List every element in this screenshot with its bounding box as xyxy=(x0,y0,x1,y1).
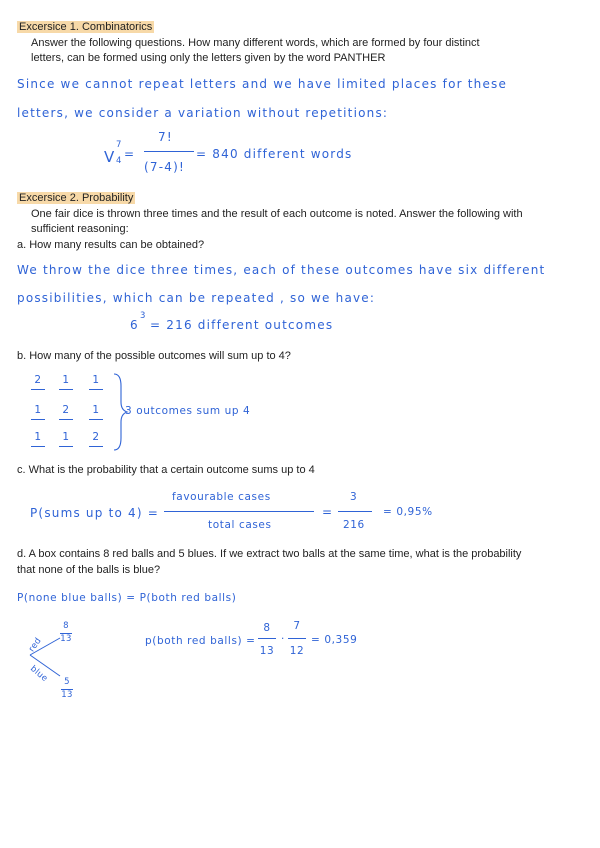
ex2c-num-value: 3 xyxy=(350,491,358,503)
ex2a-answer-line2: possibilities, which can be repeated , so we have: xyxy=(17,291,376,305)
ex2c-numerator: favourable cases xyxy=(172,491,271,503)
ex1-heading xyxy=(17,20,154,35)
ex2b-question: b. How many of the possible outcomes will sum up to 4? xyxy=(17,350,291,362)
ex1-formula-eq: = xyxy=(124,147,136,161)
underline xyxy=(89,419,103,420)
ex2-intro-line2: sufficient reasoning: xyxy=(31,223,129,235)
outcome-2-die-2: 2 xyxy=(62,404,70,416)
ex2a-answer-line1: We throw the dice three times, each of these outcomes have six different xyxy=(17,263,546,277)
ex2a-formula-base: 6 xyxy=(130,318,139,332)
underline xyxy=(59,446,73,447)
outcome-2-die-1: 1 xyxy=(34,404,42,416)
ex1-answer-line2: letters, we consider a variation without repetitions: xyxy=(17,106,389,120)
underline xyxy=(59,389,73,390)
underline xyxy=(59,419,73,420)
ex2a-formula-exp: 3 xyxy=(140,311,146,321)
ex2d-calc-d1: 13 xyxy=(259,645,275,657)
underline xyxy=(31,389,45,390)
underline xyxy=(31,419,45,420)
ex2b-summary: 3 outcomes sum up 4 xyxy=(125,405,251,417)
outcome-2-die-3: 1 xyxy=(92,404,100,416)
ex1-answer-line1: Since we cannot repeat letters and we have limited places for these xyxy=(17,77,508,91)
ex2c-eq: = xyxy=(322,505,334,519)
ex1-question-line1: Answer the following questions. How many different words, which are formed by four distinct xyxy=(31,37,480,49)
ex2d-answer: P(none blue balls) = P(both red balls) xyxy=(17,592,237,604)
ex2d-calc-d2: 12 xyxy=(289,645,305,657)
ex2c-den-value: 216 xyxy=(343,519,365,531)
ex1-formula-denominator: (7-4)! xyxy=(144,160,185,174)
ex2c-value-bar xyxy=(338,511,372,512)
ex2c-result: = 0,95% xyxy=(383,506,433,518)
ex2a-formula-rest: = 216 different outcomes xyxy=(150,318,334,332)
ex2d-calc-lhs: p(both red balls) = xyxy=(145,635,256,647)
ex1-formula-sub: 4 xyxy=(116,156,122,166)
tree-red-label: red xyxy=(27,636,44,654)
ex1-question-line2: letters, can be formed using only the letters given by the word PANTHER xyxy=(31,52,386,64)
ex2c-denominator: total cases xyxy=(208,519,272,531)
outcome-1-die-3: 1 xyxy=(92,374,100,386)
underline xyxy=(89,446,103,447)
ex2d-calc-dot: · xyxy=(281,633,285,645)
underline xyxy=(31,446,45,447)
ex2-heading xyxy=(17,191,135,206)
ex2c-fraction-bar xyxy=(164,511,314,512)
ex2d-calc-result: = 0,359 xyxy=(311,634,358,646)
ex2d-calc-n1: 8 xyxy=(263,622,271,634)
ex1-heading-text: Excersice 1. Combinatorics xyxy=(19,21,153,33)
ex1-formula-result: = 840 different words xyxy=(196,147,353,161)
ex2d-calc-bar2 xyxy=(288,638,306,639)
ex1-formula-symbol: V xyxy=(104,148,116,166)
ex1-formula-numerator: 7! xyxy=(158,130,173,144)
tree-red-num: 8 xyxy=(63,621,69,631)
ex1-fraction-bar xyxy=(144,151,194,152)
ex2d-calc-n2: 7 xyxy=(293,620,301,632)
tree-red-den: 13 xyxy=(60,634,72,644)
ex2a-question: a. How many results can be obtained? xyxy=(17,239,205,251)
ex2c-question: c. What is the probability that a certain outcome sums up to 4 xyxy=(17,464,315,476)
tree-blue-num: 5 xyxy=(64,677,70,687)
ex2c-lhs: P(sums up to 4) = xyxy=(30,506,160,520)
ex2-intro-line1: One fair dice is thrown three times and the result of each outcome is noted. Answer the following with xyxy=(31,208,523,220)
ex2d-question-line1: d. A box contains 8 red balls and 5 blues. If we extract two balls at the same time, what is the probability xyxy=(17,548,522,560)
ex2d-question-line2: that none of the balls is blue? xyxy=(17,564,161,576)
outcome-1-die-1: 2 xyxy=(34,374,42,386)
underline xyxy=(89,389,103,390)
outcome-3-die-1: 1 xyxy=(34,431,42,443)
outcome-3-die-2: 1 xyxy=(62,431,70,443)
ex2d-calc-bar1 xyxy=(258,638,276,639)
ex2-heading-text: Excersice 2. Probability xyxy=(19,192,134,204)
ex1-formula-sup: 7 xyxy=(116,140,122,150)
outcome-1-die-2: 1 xyxy=(62,374,70,386)
outcome-3-die-3: 2 xyxy=(92,431,100,443)
tree-blue-den: 13 xyxy=(61,690,73,700)
tree-blue-label: blue xyxy=(28,663,50,685)
